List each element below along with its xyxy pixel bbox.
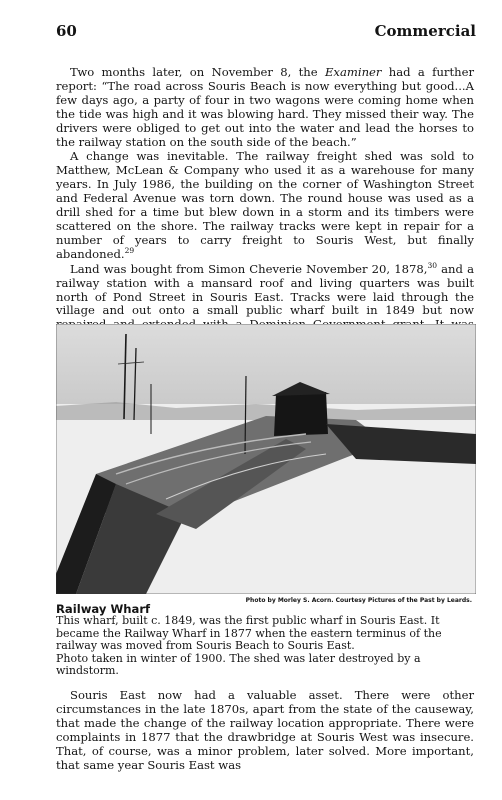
photo-illustration <box>56 324 476 594</box>
page-header <box>0 0 502 44</box>
paragraph: Land was bought from Simon Cheverie November 20, 1878,30 and a railway station with a mansard roof and living quarters was built north of Pond Street in Souris East. Tracks were laid through the village and out onto a small public wharf built in 1849 but now <box>56 260 474 318</box>
paragraph: Souris East now had a valuable asset. There were other circumstances in the late 1870s, apart from the state of the causeway, that made the change of the railway location appropriate. There were complaints in 1877 that the drawbridge at Souris West was insecure. That, of course, was a minor problem, later solved. More important, that same year Souris East was <box>56 688 474 772</box>
photo-caption <box>56 603 476 677</box>
footnote-marker: 30 <box>427 260 437 270</box>
paragraph: Two months later, on November 8, the Examiner had a further report: “The road across Souris Beach is now everything but good...A few days ago, a party of four in two wagons were coming home when the tide was high and it was blowing hard. They missed their way. The drivers were obliged to get out into the water and lead the horses to the railway station on the south side of the beach.” <box>56 65 474 149</box>
photo-credit: Photo by Morley S. Acorn. Courtesy Pictures of the Past by Leards. <box>245 597 472 604</box>
body-text-top <box>56 66 474 346</box>
paragraph: A change was inevitable. The railway freight shed was sold to Matthew, McLean & Company who used it as a warehouse for many years. In July 1986, the building on the corner of Washington Street and Federal Avenue was torn down. The round house was used as a drill shed for a time but blew down in a storm and its timbers were scattered on the shore. The railway tracks were kept in repair for a number of years to carry freight to Souris West, but finally abandoned.$^{29}$ <box>56 149 474 261</box>
footnote-marker: 29 <box>124 245 135 255</box>
running-head: Commercial <box>374 22 476 40</box>
caption-title: Railway Wharf <box>56 602 151 616</box>
body-text-bottom <box>56 689 474 772</box>
caption-text: This wharf, built c. 1849, was the first public wharf in Souris East. It became the Railway Wharf in 1877 when the eastern terminus of the railway was moved from Souris Beach to Souris East. <box>56 614 442 653</box>
caption-text: Photo taken in winter of 1900. The shed was later destroyed by a windstorm. <box>56 651 421 678</box>
railway-wharf-photo <box>56 324 476 594</box>
page-number: 60 <box>56 22 77 40</box>
newspaper-name: Examiner <box>324 65 382 79</box>
